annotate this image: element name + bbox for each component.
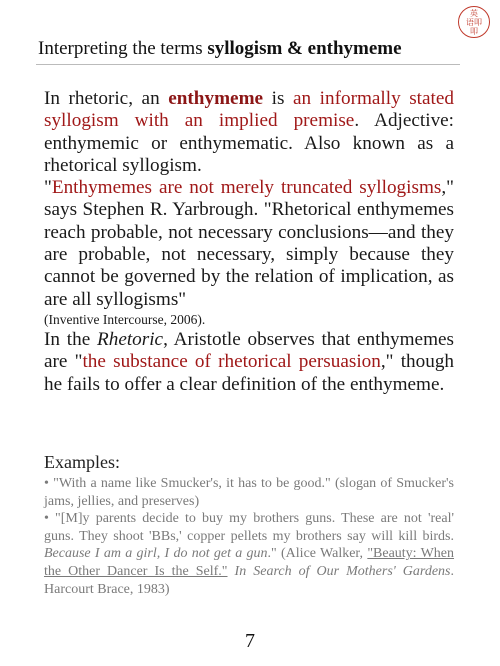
- header-divider: [36, 64, 460, 65]
- term-enthymeme: enthymeme: [168, 88, 264, 109]
- page-number: 7: [245, 630, 255, 652]
- text: ," though he fails to offer a clear definition of the enthymeme.: [44, 351, 455, 395]
- brand-logo: [458, 6, 490, 38]
- text: ": [44, 177, 52, 199]
- paragraph-quote: [44, 177, 454, 311]
- main-content: [44, 88, 454, 396]
- header-prefix: Interpreting the terms: [38, 38, 208, 59]
- text: ." (Alice Walker,: [267, 546, 368, 562]
- logo-line-3: 叩: [470, 26, 478, 36]
- logo-line-2: 语叩: [466, 17, 482, 27]
- paragraph-aristotle: [44, 329, 454, 396]
- text: is: [263, 88, 293, 109]
- example-1: • "With a name like Smucker's, it has to be good." (slogan of Smucker's jams, jellies, and preserves): [44, 476, 454, 509]
- text: . Harcourt Brace, 1983): [44, 563, 455, 597]
- text: ," says Stephen R. Yarbrough. "Rhetorical enthymemes reach probable, not necessary conclusions—and they are probable, not necessary, simply because they cannot be governed by the relation of implication, as are all syllogisms": [44, 177, 454, 310]
- paragraph-definition: [44, 88, 454, 177]
- text: [228, 564, 235, 579]
- italic-quote: Because I am a girl, I do not get a gun: [44, 546, 268, 562]
- essay-link[interactable]: "Beauty: When the Other Dancer Is the Self.": [44, 546, 455, 579]
- work-title: Rhetoric: [97, 328, 164, 350]
- text: In the: [44, 328, 97, 350]
- aristotle-highlight: the substance of rhetorical persuasion: [82, 351, 381, 373]
- citation: (Inventive Intercourse, 2006).: [44, 311, 206, 327]
- text: • "[M]y parents decide to buy my brothers guns. These are not 'real' guns. They shoot 'BBs,' copper pellets my brothers say will kill birds.: [44, 511, 454, 544]
- text: , Aristotle observes that enthymemes are ": [44, 328, 454, 373]
- logo-line-1: 英: [470, 8, 478, 18]
- examples-heading: Examples:: [44, 452, 120, 472]
- example-2: [44, 510, 454, 598]
- quote-highlight: Enthymemes are not merely truncated syllogisms: [51, 177, 442, 199]
- header-bold: syllogism & enthymeme: [207, 38, 402, 59]
- page-header: [38, 38, 402, 60]
- examples-list: [44, 475, 454, 598]
- book-title: In Search of Our Mothers' Gardens: [234, 563, 451, 579]
- text: . Adjective: enthymemic or enthymematic. Also known as a rhetorical syllogism.: [44, 110, 455, 176]
- definition-highlight: an informally stated syllogism with an implied premise: [44, 88, 454, 132]
- text: In rhetoric, an: [44, 88, 169, 109]
